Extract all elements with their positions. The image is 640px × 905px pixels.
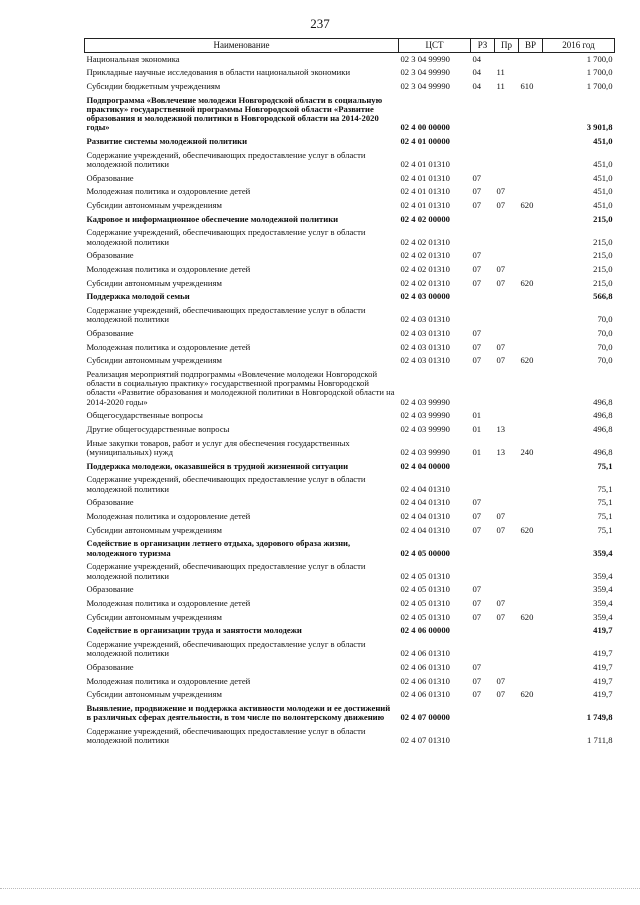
cell-pr xyxy=(495,584,519,598)
cell-pr xyxy=(495,561,519,584)
cell-cst: 02 4 07 00000 xyxy=(400,712,450,723)
cell-amount: 215,0 xyxy=(593,277,613,288)
cell-cst: 02 4 02 01310 xyxy=(400,277,450,288)
table-body xyxy=(85,53,615,749)
cell-name: Общегосударственные вопросы xyxy=(86,410,203,421)
cell-vr xyxy=(519,410,543,424)
cell-name: Другие общегосударственные вопросы xyxy=(86,424,230,435)
cell-amount: 70,0 xyxy=(597,341,613,352)
cell-vr xyxy=(519,639,543,662)
cell-vr xyxy=(519,135,543,149)
cell-cst: 02 4 02 01310 xyxy=(400,236,450,247)
cell-name: Образование xyxy=(86,327,134,338)
table-row xyxy=(85,67,615,81)
cell-pr xyxy=(495,305,519,328)
cell-rz xyxy=(471,149,495,172)
cell-rz xyxy=(471,213,495,227)
table-row xyxy=(85,199,615,213)
cell-cst: 02 4 05 01310 xyxy=(400,611,450,622)
cell-rz: 07 xyxy=(472,584,482,595)
cell-rz xyxy=(471,725,495,748)
cell-amount: 451,0 xyxy=(593,158,613,169)
budget-table xyxy=(84,38,615,748)
cell-pr: 07 xyxy=(496,277,506,288)
cell-name: Содержание учреждений, обеспечивающих предоставление услуг в области молодежной политики xyxy=(86,305,366,325)
cell-name: Подпрограмма «Вовлечение молодежи Новгородской области в социальную практику» государственной программы Новгородской области «Развитие образования и молодежной политики в Новгородской области на 2014-2020 годы» xyxy=(86,94,383,133)
cell-vr xyxy=(519,227,543,250)
table-row xyxy=(85,689,615,703)
cell-name: Поддержка молодой семьи xyxy=(86,291,190,302)
cell-pr: 11 xyxy=(496,80,505,91)
cell-name: Содержание учреждений, обеспечивающих предоставление услуг в области молодежной политики xyxy=(86,474,366,494)
cell-rz: 07 xyxy=(472,341,482,352)
cell-rz: 01 xyxy=(472,447,482,457)
cell-vr: 240 xyxy=(520,447,534,457)
header-name: Наименование xyxy=(85,39,399,53)
cell-cst: 02 4 05 00000 xyxy=(400,547,450,558)
cell-name: Иные закупки товаров, работ и услуг для обеспечения государственных (муниципальных) нужд xyxy=(86,437,350,457)
cell-pr xyxy=(495,172,519,186)
cell-rz: 07 xyxy=(472,263,482,274)
cell-rz xyxy=(471,135,495,149)
cell-amount: 1 700,0 xyxy=(586,67,613,78)
cell-pr xyxy=(495,474,519,497)
cell-vr: 620 xyxy=(520,277,534,288)
cell-pr xyxy=(495,291,519,305)
cell-rz: 07 xyxy=(472,327,482,338)
cell-name: Содействие в организации летнего отдыха, здорового образа жизни, молодежного туризма xyxy=(86,538,351,558)
cell-rz xyxy=(471,305,495,328)
cell-cst: 02 3 04 99990 xyxy=(400,80,450,91)
cell-cst: 02 4 05 01310 xyxy=(400,584,450,595)
table-row xyxy=(85,227,615,250)
cell-cst: 02 4 03 00000 xyxy=(400,291,450,302)
cell-amount: 451,0 xyxy=(593,199,613,210)
cell-name: Молодежная политика и оздоровление детей xyxy=(86,263,251,274)
cell-pr xyxy=(495,460,519,474)
cell-vr: 620 xyxy=(520,689,534,700)
cell-name: Молодежная политика и оздоровление детей xyxy=(86,675,251,686)
cell-name: Содержание учреждений, обеспечивающих предоставление услуг в области молодежной политики xyxy=(86,227,366,247)
cell-vr xyxy=(519,327,543,341)
cell-rz: 07 xyxy=(472,250,482,261)
cell-rz: 04 xyxy=(472,67,482,78)
cell-cst: 02 4 00 00000 xyxy=(400,122,450,133)
cell-amount: 70,0 xyxy=(597,355,613,366)
cell-vr xyxy=(519,424,543,438)
cell-name: Образование xyxy=(86,497,134,508)
table-row xyxy=(85,511,615,525)
table-row xyxy=(85,625,615,639)
cell-pr: 07 xyxy=(496,524,506,535)
cell-name: Молодежная политика и оздоровление детей xyxy=(86,511,251,522)
cell-pr xyxy=(495,53,519,67)
cell-cst: 02 4 06 00000 xyxy=(400,625,450,636)
cell-pr xyxy=(495,639,519,662)
cell-rz xyxy=(471,474,495,497)
cell-name: Содействие в организации труда и занятости молодежи xyxy=(86,625,302,636)
cell-cst: 02 4 01 00000 xyxy=(400,135,450,146)
cell-amount: 566,8 xyxy=(593,291,613,302)
cell-amount: 70,0 xyxy=(597,327,613,338)
table-row xyxy=(85,661,615,675)
table-row xyxy=(85,94,615,135)
cell-amount: 496,8 xyxy=(593,396,613,407)
cell-pr: 07 xyxy=(496,511,506,522)
cell-name: Кадровое и информационное обеспечение молодежной политики xyxy=(86,213,339,224)
cell-cst: 02 4 01 01310 xyxy=(400,186,450,197)
cell-rz: 07 xyxy=(472,675,482,686)
cell-cst: 02 4 06 01310 xyxy=(400,675,450,686)
table-row xyxy=(85,277,615,291)
cell-pr xyxy=(495,149,519,172)
cell-amount: 75,1 xyxy=(597,497,613,508)
table-row xyxy=(85,369,615,410)
cell-name: Молодежная политика и оздоровление детей xyxy=(86,341,251,352)
cell-vr xyxy=(519,538,543,561)
cell-cst: 02 4 04 01310 xyxy=(400,524,450,535)
cell-cst: 02 4 05 01310 xyxy=(400,597,450,608)
cell-name: Молодежная политика и оздоровление детей xyxy=(86,597,251,608)
table-row xyxy=(85,497,615,511)
cell-name: Прикладные научные исследования в области национальной экономики xyxy=(86,67,351,78)
table-row xyxy=(85,80,615,94)
table-row xyxy=(85,263,615,277)
cell-pr xyxy=(495,135,519,149)
cell-amount: 419,7 xyxy=(593,661,613,672)
cell-amount: 1 700,0 xyxy=(586,80,613,91)
cell-cst: 02 4 03 01310 xyxy=(400,355,450,366)
cell-name: Субсидии автономным учреждениям xyxy=(86,355,222,366)
cell-pr: 07 xyxy=(496,355,506,366)
header-year: 2016 год xyxy=(543,39,615,53)
cell-cst: 02 4 07 01310 xyxy=(400,735,450,746)
header-cst: ЦСТ xyxy=(399,39,471,53)
table-row xyxy=(85,341,615,355)
cell-amount: 1 700,0 xyxy=(586,53,613,64)
cell-rz: 07 xyxy=(472,524,482,535)
cell-name: Субсидии автономным учреждениям xyxy=(86,524,222,535)
cell-rz xyxy=(471,369,495,410)
cell-rz: 07 xyxy=(472,497,482,508)
cell-pr xyxy=(495,497,519,511)
cell-rz xyxy=(471,94,495,135)
cell-cst: 02 3 04 99990 xyxy=(400,67,450,78)
cell-rz: 04 xyxy=(472,53,482,64)
cell-pr xyxy=(495,410,519,424)
cell-cst: 02 4 01 01310 xyxy=(400,158,450,169)
cell-rz xyxy=(471,460,495,474)
cell-cst: 02 4 03 01310 xyxy=(400,314,450,325)
table-row xyxy=(85,327,615,341)
cell-amount: 496,8 xyxy=(593,424,613,435)
cell-name: Субсидии автономным учреждениям xyxy=(86,611,222,622)
footer-divider xyxy=(0,888,640,889)
cell-vr xyxy=(519,597,543,611)
table-row xyxy=(85,639,615,662)
cell-name: Субсидии автономным учреждениям xyxy=(86,277,222,288)
cell-vr xyxy=(519,725,543,748)
cell-amount: 451,0 xyxy=(593,172,613,183)
table-row xyxy=(85,424,615,438)
cell-rz: 04 xyxy=(472,80,482,91)
cell-vr xyxy=(519,625,543,639)
cell-rz: 07 xyxy=(472,689,482,700)
cell-vr: 620 xyxy=(520,611,534,622)
table-row xyxy=(85,460,615,474)
cell-name: Содержание учреждений, обеспечивающих предоставление услуг в области молодежной политики xyxy=(86,561,366,581)
cell-rz xyxy=(471,561,495,584)
cell-cst: 02 4 02 00000 xyxy=(400,213,450,224)
cell-vr xyxy=(519,172,543,186)
cell-pr xyxy=(495,213,519,227)
page-number: 237 xyxy=(310,16,330,31)
table-row xyxy=(85,186,615,200)
cell-cst: 02 4 02 01310 xyxy=(400,250,450,261)
cell-name: Развитие системы молодежной политики xyxy=(86,135,248,146)
table-row xyxy=(85,675,615,689)
cell-cst: 02 4 01 01310 xyxy=(400,172,450,183)
cell-name: Содержание учреждений, обеспечивающих предоставление услуг в области молодежной политики xyxy=(86,149,366,169)
cell-cst: 02 3 04 99990 xyxy=(400,53,450,64)
cell-cst: 02 4 06 01310 xyxy=(400,689,450,700)
cell-cst: 02 4 02 01310 xyxy=(400,263,450,274)
cell-cst: 02 4 04 00000 xyxy=(400,460,450,471)
cell-amount: 215,0 xyxy=(593,250,613,261)
cell-amount: 419,7 xyxy=(593,689,613,700)
cell-name: Субсидии автономным учреждениям xyxy=(86,689,222,700)
cell-pr xyxy=(495,94,519,135)
cell-vr xyxy=(519,561,543,584)
cell-pr xyxy=(495,250,519,264)
cell-vr xyxy=(519,497,543,511)
cell-amount: 359,4 xyxy=(593,584,613,595)
cell-amount: 359,4 xyxy=(593,597,613,608)
cell-amount: 75,1 xyxy=(597,460,613,471)
cell-cst: 02 4 01 01310 xyxy=(400,199,450,210)
cell-vr xyxy=(519,94,543,135)
cell-name: Реализация мероприятий подпрограммы «Вовлечение молодежи Новгородской области в социальную практику» государственной программы Новгородской области «Развитие образования и молодежной политики в Новгородской области на 2014-2020 годы» xyxy=(86,369,395,407)
cell-pr: 07 xyxy=(496,341,506,352)
cell-vr xyxy=(519,460,543,474)
cell-rz xyxy=(471,227,495,250)
cell-rz xyxy=(471,703,495,726)
cell-vr xyxy=(519,213,543,227)
cell-rz: 07 xyxy=(472,511,482,522)
cell-pr xyxy=(495,327,519,341)
cell-pr: 07 xyxy=(496,186,506,197)
cell-pr xyxy=(495,227,519,250)
cell-amount: 419,7 xyxy=(593,648,613,659)
cell-cst: 02 4 03 01310 xyxy=(400,341,450,352)
cell-vr xyxy=(519,341,543,355)
cell-vr xyxy=(519,703,543,726)
cell-pr xyxy=(495,725,519,748)
cell-name: Субсидии бюджетным учреждениям xyxy=(86,80,221,91)
cell-amount: 75,1 xyxy=(597,511,613,522)
cell-name: Субсидии автономным учреждениям xyxy=(86,199,222,210)
table-row xyxy=(85,305,615,328)
cell-amount: 419,7 xyxy=(593,625,613,636)
table-row xyxy=(85,524,615,538)
cell-amount: 359,4 xyxy=(593,547,613,558)
cell-rz: 07 xyxy=(472,277,482,288)
cell-pr xyxy=(495,703,519,726)
cell-name: Образование xyxy=(86,584,134,595)
cell-name: Образование xyxy=(86,172,134,183)
cell-vr xyxy=(519,186,543,200)
cell-vr xyxy=(519,369,543,410)
cell-cst: 02 4 06 01310 xyxy=(400,661,450,672)
table-row xyxy=(85,213,615,227)
cell-vr xyxy=(519,675,543,689)
cell-pr xyxy=(495,538,519,561)
cell-pr xyxy=(495,661,519,675)
cell-amount: 215,0 xyxy=(593,236,613,247)
cell-vr xyxy=(519,305,543,328)
cell-vr xyxy=(519,149,543,172)
cell-vr xyxy=(519,250,543,264)
cell-pr: 07 xyxy=(496,199,506,210)
cell-rz: 07 xyxy=(472,199,482,210)
cell-pr: 07 xyxy=(496,675,506,686)
cell-vr: 610 xyxy=(520,80,534,91)
cell-vr xyxy=(519,53,543,67)
cell-amount: 496,8 xyxy=(593,447,613,457)
cell-rz: 07 xyxy=(472,661,482,672)
cell-name: Молодежная политика и оздоровление детей xyxy=(86,186,251,197)
table-row xyxy=(85,611,615,625)
cell-cst: 02 4 03 99990 xyxy=(400,396,450,407)
cell-amount: 1 749,8 xyxy=(586,712,613,723)
cell-vr xyxy=(519,474,543,497)
table-row xyxy=(85,135,615,149)
table-row xyxy=(85,538,615,561)
cell-amount: 451,0 xyxy=(593,186,613,197)
cell-pr: 07 xyxy=(496,611,506,622)
cell-amount: 215,0 xyxy=(593,213,613,224)
table-row xyxy=(85,172,615,186)
cell-cst: 02 4 04 01310 xyxy=(400,483,450,494)
cell-rz xyxy=(471,538,495,561)
table-row xyxy=(85,474,615,497)
table-row xyxy=(85,250,615,264)
cell-rz: 01 xyxy=(472,410,482,421)
cell-vr: 620 xyxy=(520,355,534,366)
cell-rz xyxy=(471,291,495,305)
cell-cst: 02 4 03 99990 xyxy=(400,410,450,421)
cell-cst: 02 4 03 99990 xyxy=(400,447,450,457)
cell-rz: 07 xyxy=(472,355,482,366)
table-row xyxy=(85,355,615,369)
cell-amount: 359,4 xyxy=(593,570,613,581)
cell-cst: 02 4 05 01310 xyxy=(400,570,450,581)
cell-rz: 01 xyxy=(472,424,482,435)
cell-name: Содержание учреждений, обеспечивающих предоставление услуг в области молодежной политики xyxy=(86,639,366,659)
header-vr: ВР xyxy=(519,39,543,53)
cell-rz xyxy=(471,639,495,662)
cell-rz: 07 xyxy=(472,597,482,608)
cell-amount: 70,0 xyxy=(597,314,613,325)
cell-cst: 02 4 04 01310 xyxy=(400,497,450,508)
cell-vr xyxy=(519,263,543,277)
cell-amount: 3 901,8 xyxy=(586,122,613,133)
cell-vr xyxy=(519,511,543,525)
cell-amount: 75,1 xyxy=(597,524,613,535)
cell-rz xyxy=(471,625,495,639)
table-row xyxy=(85,437,615,460)
cell-amount: 359,4 xyxy=(593,611,613,622)
cell-pr xyxy=(495,369,519,410)
table-row xyxy=(85,149,615,172)
cell-name: Образование xyxy=(86,661,134,672)
cell-rz: 07 xyxy=(472,611,482,622)
table-row xyxy=(85,703,615,726)
cell-amount: 215,0 xyxy=(593,263,613,274)
cell-cst: 02 4 06 01310 xyxy=(400,648,450,659)
table-row xyxy=(85,584,615,598)
cell-pr: 13 xyxy=(496,424,506,435)
cell-name: Национальная экономика xyxy=(86,53,180,64)
cell-pr: 07 xyxy=(496,263,506,274)
cell-amount: 496,8 xyxy=(593,410,613,421)
cell-name: Содержание учреждений, обеспечивающих предоставление услуг в области молодежной политики xyxy=(86,725,366,746)
cell-rz: 07 xyxy=(472,186,482,197)
cell-vr: 620 xyxy=(520,524,534,535)
table-row xyxy=(85,561,615,584)
header-rz: РЗ xyxy=(471,39,495,53)
cell-cst: 02 4 03 01310 xyxy=(400,327,450,338)
cell-pr xyxy=(495,625,519,639)
cell-name: Выявление, продвижение и поддержка активности молодежи и ее достижений в различных сферах деятельности, в том числе по волонтерскому движению xyxy=(86,703,391,723)
cell-rz: 07 xyxy=(472,172,482,183)
cell-name: Поддержка молодежи, оказавшейся в трудной жизненной ситуации xyxy=(86,460,349,471)
cell-amount: 1 711,8 xyxy=(587,735,613,746)
cell-amount: 451,0 xyxy=(593,135,613,146)
table-row xyxy=(85,410,615,424)
table-row xyxy=(85,53,615,67)
table-header-row xyxy=(85,39,615,53)
cell-amount: 419,7 xyxy=(593,675,613,686)
cell-vr xyxy=(519,291,543,305)
cell-vr xyxy=(519,584,543,598)
cell-vr: 620 xyxy=(520,199,534,210)
cell-amount: 75,1 xyxy=(597,483,613,494)
cell-name: Образование xyxy=(86,250,134,261)
cell-cst: 02 4 04 01310 xyxy=(400,511,450,522)
header-pr: Пр xyxy=(495,39,519,53)
table-row xyxy=(85,291,615,305)
cell-pr: 07 xyxy=(496,689,506,700)
cell-pr: 13 xyxy=(496,447,506,457)
cell-cst: 02 4 03 99990 xyxy=(400,424,450,435)
cell-vr xyxy=(519,67,543,81)
table-row xyxy=(85,725,615,748)
cell-pr: 11 xyxy=(496,67,505,78)
cell-pr: 07 xyxy=(496,597,506,608)
cell-vr xyxy=(519,661,543,675)
table-row xyxy=(85,597,615,611)
